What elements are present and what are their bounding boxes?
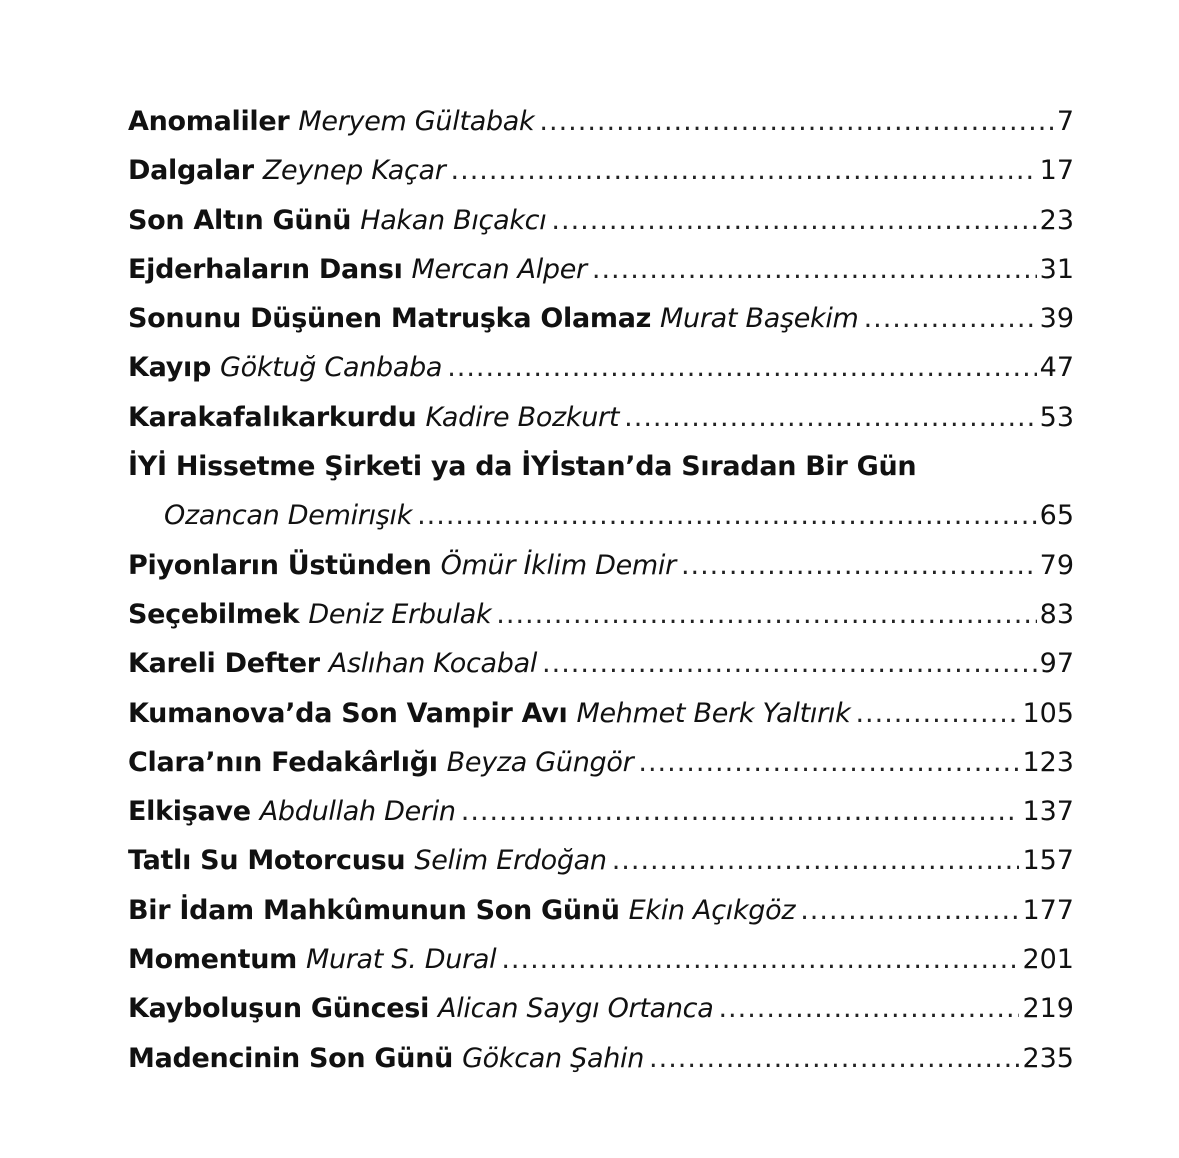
author-name: Murat S. Dural <box>305 944 497 976</box>
toc-entry <box>128 196 1074 245</box>
toc-entry <box>128 1034 1074 1083</box>
author-name: Selim Erdoğan <box>414 845 607 877</box>
toc-entry <box>128 935 1074 984</box>
dot-leader <box>461 787 1020 836</box>
story-title: Kayıp <box>128 352 211 384</box>
page-number: 177 <box>1022 894 1074 926</box>
author-name: Deniz Erbulak <box>308 598 492 630</box>
page-number: 17 <box>1039 155 1074 187</box>
dot-leader <box>496 590 1036 639</box>
toc-entry-title-line <box>128 442 1074 491</box>
page-number: 137 <box>1022 796 1074 828</box>
story-title: Clara’nın Fedakârlığı <box>128 746 438 778</box>
author-name: Kadire Bozkurt <box>425 401 620 433</box>
story-title: Kumanova’da Son Vampir Avı <box>128 697 568 729</box>
dot-leader <box>501 935 1019 984</box>
dot-leader <box>417 491 1037 540</box>
dot-leader <box>539 97 1053 146</box>
dot-leader <box>681 541 1037 590</box>
dot-leader <box>542 639 1037 688</box>
dot-leader <box>649 1034 1019 1083</box>
author-name: Abdullah Derin <box>259 796 456 828</box>
toc-entry <box>128 639 1074 688</box>
dot-leader <box>592 245 1037 294</box>
table-of-contents <box>128 97 1074 1083</box>
dot-leader <box>718 984 1019 1033</box>
page-number: 83 <box>1039 598 1074 630</box>
dot-leader <box>638 738 1019 787</box>
page-number: 39 <box>1039 303 1074 335</box>
dot-leader <box>447 343 1036 392</box>
author-name: Göktuğ Canbaba <box>220 352 443 384</box>
dot-leader <box>612 836 1020 885</box>
toc-entry <box>128 689 1074 738</box>
page-number: 7 <box>1056 106 1074 137</box>
author-name: Mehmet Berk Yaltırık <box>576 697 851 729</box>
story-title: Anomaliler <box>128 106 290 137</box>
toc-entry <box>128 886 1074 935</box>
story-title: Karakafalıkarkurdu <box>128 401 417 433</box>
story-title: Seçebilmek <box>128 598 300 630</box>
toc-entry <box>128 541 1074 590</box>
toc-entry <box>128 738 1074 787</box>
toc-entry <box>128 146 1074 195</box>
dot-leader <box>864 294 1037 343</box>
page-number: 219 <box>1022 993 1074 1025</box>
author-name: Murat Başekim <box>660 303 859 335</box>
dot-leader <box>451 146 1037 195</box>
author-name: Alican Saygı Ortanca <box>438 993 714 1025</box>
toc-entry <box>128 294 1074 343</box>
story-title: Bir İdam Mahkûmunun Son Günü <box>128 894 620 926</box>
story-title: Ejderhaların Dansı <box>128 253 403 285</box>
dot-leader <box>624 393 1036 442</box>
story-title: Kareli Defter <box>128 648 320 680</box>
author-name: Zeynep Kaçar <box>262 155 446 187</box>
story-title: Tatlı Su Motorcusu <box>128 845 406 877</box>
story-title: Son Altın Günü <box>128 204 352 236</box>
toc-entry <box>128 393 1074 442</box>
author-name: Mercan Alper <box>411 253 587 285</box>
story-title: Piyonların Üstünden <box>128 549 432 581</box>
page-number: 53 <box>1039 401 1074 433</box>
page-number: 235 <box>1022 1042 1074 1074</box>
toc-entry <box>128 590 1074 639</box>
toc-entry <box>128 245 1074 294</box>
story-title: Dalgalar <box>128 155 254 187</box>
toc-entry <box>128 343 1074 392</box>
author-name: Gökcan Şahin <box>462 1042 645 1074</box>
page-number: 31 <box>1039 253 1074 285</box>
page-number: 65 <box>1039 500 1074 532</box>
page-number: 47 <box>1039 352 1074 384</box>
page-number: 201 <box>1022 944 1074 976</box>
author-name: Aslıhan Kocabal <box>328 648 538 680</box>
toc-entry-continuation-line <box>128 491 1074 540</box>
toc-entry <box>128 984 1074 1033</box>
page-number: 105 <box>1022 697 1074 729</box>
story-title: Elkişave <box>128 796 251 828</box>
dot-leader <box>855 689 1019 738</box>
page-number: 79 <box>1039 549 1074 581</box>
author-name: Beyza Güngör <box>446 746 634 778</box>
author-name: Ekin Açıkgöz <box>628 894 796 926</box>
dot-leader <box>551 196 1036 245</box>
story-title: Kayboluşun Güncesi <box>128 993 430 1025</box>
story-title: Momentum <box>128 944 297 976</box>
dot-leader <box>800 886 1019 935</box>
author-name: Ömür İklim Demir <box>440 549 676 581</box>
page-number: 97 <box>1039 648 1074 680</box>
author-name: Meryem Gültabak <box>298 106 535 137</box>
story-title: Sonunu Düşünen Matruşka Olamaz <box>128 303 652 335</box>
page-number: 23 <box>1039 204 1074 236</box>
page-number: 157 <box>1022 845 1074 877</box>
toc-entry <box>128 836 1074 885</box>
story-title: Madencinin Son Günü <box>128 1042 454 1074</box>
page-number: 123 <box>1022 746 1074 778</box>
author-name: Ozancan Demirışık <box>164 500 413 532</box>
author-name: Hakan Bıçakcı <box>360 204 547 236</box>
story-title: İYİ Hissetme Şirketi ya da İYİstan’da Sıradan Bir Gün <box>128 451 917 483</box>
toc-entry <box>128 787 1074 836</box>
toc-entry <box>128 97 1074 146</box>
